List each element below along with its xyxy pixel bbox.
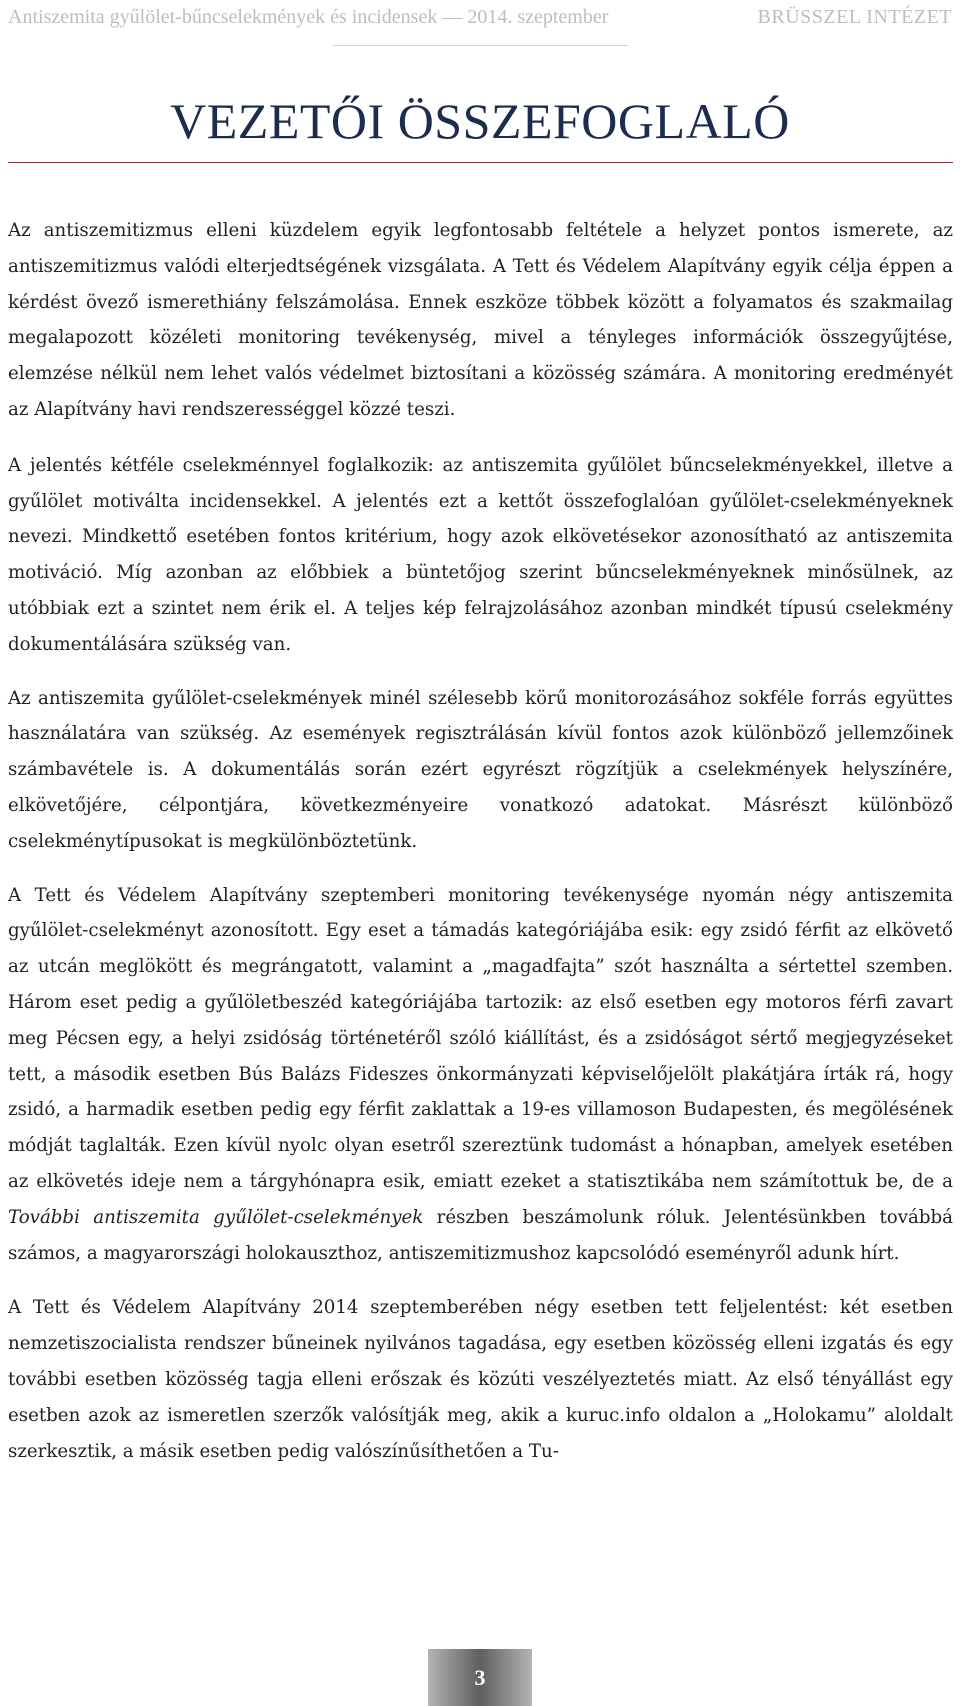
body-text [8,213,953,1487]
paragraph: Az antiszemitizmus elleni küzdelem egyik legfontosabb feltétele a helyzet pontos ismerete, az antiszemitizmus valódi elterjedtségének vizsgálata. A Tett és Védelem Alapítvány egyik célja éppen a kérdést övező ismerethiány felszámolása. Ennek eszköze többek között a folyamatos és szakmailag megalapozott közéleti monitoring tevékenység, mivel a tényleges információk összegyűjtése, elemzése nélkül nem lehet valós védelmet biztosítani a közösség számára. A monitoring eredményét az Alapítvány havi rendszerességgel közzé teszi. [8,220,953,420]
section-heading: VEZETŐI ÖSSZEFOGLALÓ [170,93,790,149]
paragraph: A jelentés kétféle cselekménnyel foglalkozik: az antiszemita gyűlölet bűncselekményekkel, illetve a gyűlölet motiválta incidensekkel. A jelentés ezt a kettőt összefoglalóan gyűlölet-cselekményeknek nevezi. Mindkettő esetében fontos kritérium, hogy azok elkövetésekor azonosítható az antiszemita motiváció. Míg azonban az előbbiek a büntetőjog szerint bűncselekményeknek minősülnek, az utóbbiak ezt a szintet nem érik el. A teljes kép felrajzolásához azonban mindkét típusú cselekmény dokumentálására szükség van. [8,454,953,655]
paragraph: A Tett és Védelem Alapítvány 2014 szeptemberében négy esetben tett feljelentést: két esetben nemzetiszocialista rendszer bűneinek nyilvános tagadása, egy esetben közösség elleni izgatás és egy további esetben közösség tagja elleni erőszak és közúti veszélyeztetés miatt. Az első tényállást egy esetben azok az ismeretlen szerzők valósítják meg, akik a kuruc.info oldalon a „Holokamu” aloldalt szerkesztik, a másik esetben pedig valószínűsíthetően a Tu- [8,1297,953,1462]
paragraph-text: részben beszámolunk róluk. Jelentésünkben továbbá számos, a magyarországi holokauszthoz, antiszemitizmushoz kapcsolódó eseményről adunk hírt. [8,1206,953,1264]
running-header-institute: BRÜSSZEL INTÉZET [757,6,952,28]
running-header-title: Antiszemita gyűlölet-bűncselekmények és incidensek — 2014. szeptember [8,6,609,28]
paragraph-text: A Tett és Védelem Alapítvány szeptemberi monitoring tevékenysége nyomán négy antiszemita gyűlölet-cselekményt azonosított. Egy eset a támadás kategóriájába esik: egy zsidó férfit az elkövető az utcán meglökött és megrángatott, valamint a „magadfajta” szót használta a sértettel szemben. Három eset pedig a gyűlöletbeszéd kategóriájába tartozik: az első esetben egy motoros férfi zavart meg Pécsen egy, a helyi zsidóság történetéről szóló kiállítást, és a zsidóságot sértő megjegyzéseket tett, a második esetben Bús Balázs Fideszes önkormányzati képviselőjelölt plakátjára írták rá, hogy zsidó, a harmadik esetben pedig egy férfit zaklattak a 19-es villamoson Budapesten, és megölésének módját taglalták. Ezen kívül nyolc olyan esetről szereztünk tudomást a hónapban, amelyek esetében az elkövetés ideje nem a tárgyhónapra esik, emiatt ezeket a statisztikába nem számítottuk be, de a [8,884,953,1192]
running-header [8,6,952,32]
paragraph [8,878,953,1272]
page-number: 3 [474,1664,486,1690]
heading-divider [8,162,953,163]
page-number-box [428,1649,532,1706]
header-divider [333,45,628,46]
paragraph: Az antiszemita gyűlölet-cselekmények minél szélesebb körű monitorozásához sokféle forrás együttes használatára van szükség. Az események regisztrálásán kívül fontos azok különböző jellemzőinek számbavétele is. A dokumentálás során ezért egyrészt rögzítjük a cselekmények helyszínére, elkövetőjére, célpontjára, következményeire vonatkozó adatokat. Másrészt különböző cselekménytípusokat is megkülönböztetünk. [8,687,953,852]
page-footer [0,1649,960,1706]
section-reference: További antiszemita gyűlölet-cselekmények [8,1206,424,1228]
